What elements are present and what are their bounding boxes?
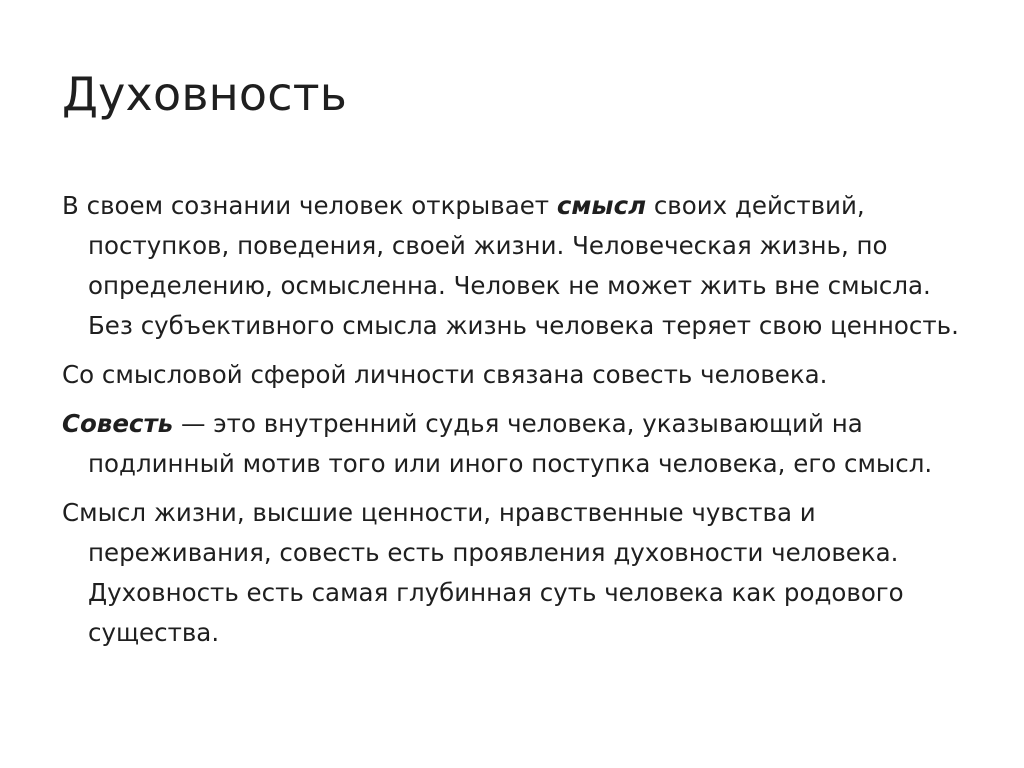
paragraph-meaning-after: своих действий, поступков, поведения, своей жизни. Человеческая жизнь, по определению, осмысленна. Человек не может жить вне смысла. Без субъективного смысла жизнь человека теряет свою ценность. bbox=[88, 191, 959, 340]
term-meaning: смысл bbox=[556, 191, 647, 220]
paragraph-meaning-before: В своем сознании человек открывает bbox=[62, 191, 557, 220]
term-conscience: Совесть bbox=[62, 409, 174, 438]
paragraph-conscience-definition bbox=[62, 404, 962, 484]
paragraph-spirituality: Смысл жизни, высшие ценности, нравственные чувства и переживания, совесть есть проявления духовности человека. Духовность есть самая глубинная суть человека как родового существа. bbox=[62, 498, 904, 647]
paragraph-meaning bbox=[62, 186, 962, 346]
paragraph-conscience-definition-text: — это внутренний судья человека, указывающий на подлинный мотив того или иного поступка человека, его смысл. bbox=[88, 409, 933, 478]
slide-title: Духовность bbox=[62, 67, 348, 121]
paragraph-conscience-link: Со смысловой сферой личности связана совесть человека. bbox=[62, 360, 828, 389]
slide-body bbox=[62, 186, 962, 662]
